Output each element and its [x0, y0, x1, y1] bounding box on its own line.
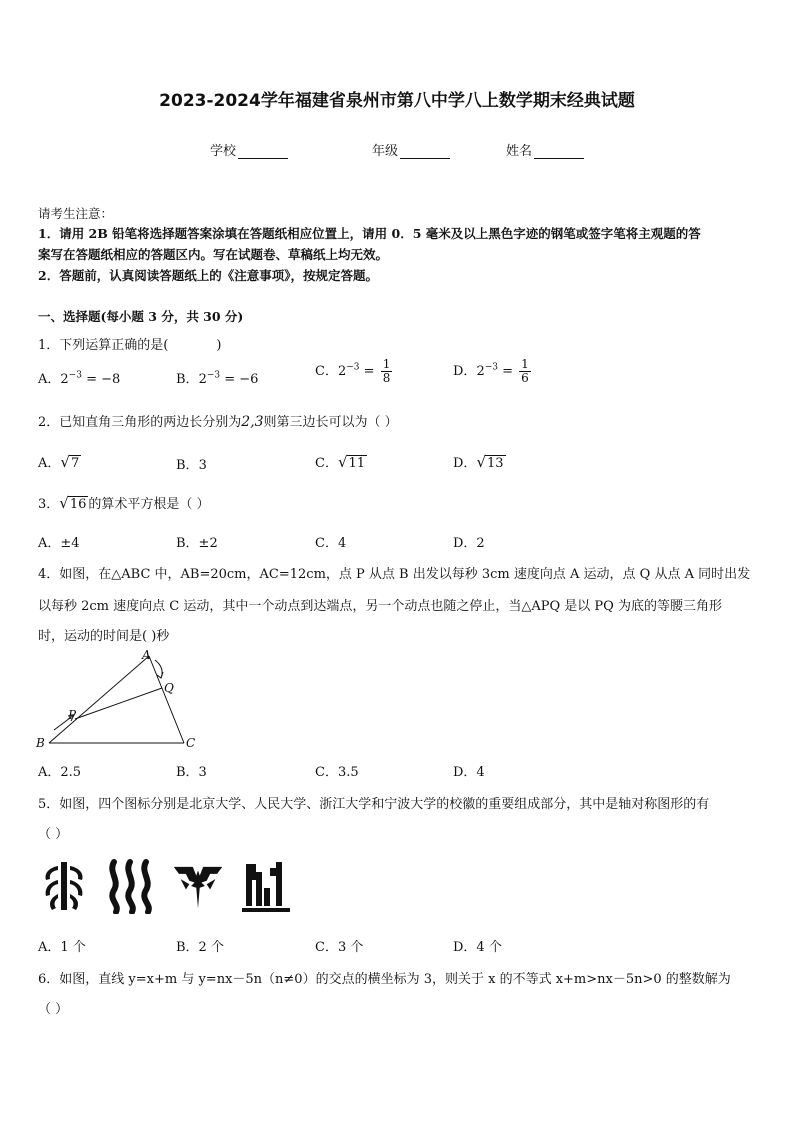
question-4-line-1: 4．如图，在△ABC 中，AB=20cm，AC=12cm，点 P 从点 B 出发以每秒 3cm 速度向点 A 运动，点 Q 从点 A 同时出发	[38, 567, 751, 582]
q1-option-a[interactable]: A．$2^{-3} = -8$	[38, 370, 121, 387]
q5-option-d[interactable]: D．4 个	[453, 940, 502, 955]
school-blank[interactable]	[238, 146, 288, 159]
q4-option-c[interactable]: C．3.5	[315, 765, 359, 780]
school-label: 学校	[210, 144, 237, 159]
side-ac	[149, 656, 184, 743]
grade-field	[372, 140, 450, 159]
label-b: B	[36, 736, 45, 750]
q1-d-fraction: $\frac{1}{6}$	[521, 357, 529, 385]
notice-line-1b: 案写在答题纸相应的答题区内。写在试题卷、草稿纸上均无效。	[38, 247, 389, 262]
segment-pq	[75, 688, 162, 719]
question-5-line-1: 5．如图，四个图标分别是北京大学、人民大学、浙江大学和宁波大学的校徽的重要组成部分，其中是轴对称图形的有	[38, 797, 710, 812]
q2-option-c[interactable]: C．√11	[315, 453, 366, 471]
question-2-stem: 2．已知直角三角形的两边长分别为2,3则第三边长可以为（ ）	[38, 414, 398, 430]
q4-option-a[interactable]: A．2.5	[38, 765, 82, 780]
q4-option-d[interactable]: D．4	[453, 765, 485, 780]
side-ab	[49, 656, 149, 743]
q4-option-b[interactable]: B．3	[176, 765, 207, 780]
q3-option-a[interactable]: A．±4	[38, 536, 80, 551]
q2-option-b[interactable]: B．3	[176, 458, 207, 473]
notice-line-2: 2．答题前，认真阅读答题纸上的《注意事项》，按规定答题。	[38, 268, 378, 283]
q3-option-b[interactable]: B．±2	[176, 536, 218, 551]
q1-c-fraction: $\frac{1}{8}$	[382, 357, 391, 385]
peking-university-emblem-icon	[38, 858, 90, 914]
notice-line-1: 1．请用 2B 铅笔将选择题答案涂填在答题纸相应位置上，请用 0．5 毫米及以上黑色字迹的钢笔或签字笔将主观题的答	[38, 226, 701, 241]
q1-option-b[interactable]: B．$2^{-3} = -6$	[176, 370, 259, 387]
page-title: 2023-2024学年福建省泉州市第八中学八上数学期末经典试题	[159, 91, 635, 111]
label-q: Q	[164, 681, 174, 695]
q2-option-a[interactable]: A．√7	[38, 453, 80, 471]
label-a: A	[142, 648, 151, 662]
label-p: P	[68, 708, 77, 722]
question-6-line-2: （ ）	[38, 1002, 69, 1017]
q3-option-c[interactable]: C．4	[315, 536, 347, 551]
question-6-line-1: 6．如图，直线 y=x+m 与 y=nx－5n（n≠0）的交点的横坐标为 3，则关于 x 的不等式 x+m>nx－5n>0 的整数解为	[38, 972, 731, 987]
triangle-diagram	[34, 646, 204, 754]
question-3-stem: 3．√16 的算术平方根是（ ）	[38, 494, 210, 512]
q5-option-b[interactable]: B．2 个	[176, 940, 224, 955]
q5-option-a[interactable]: A．1 个	[38, 940, 86, 955]
notice-heading: 请考生注意：	[38, 206, 114, 221]
q1-option-c[interactable]: C．$2^{-3}$ = $\frac{1}{8}$	[315, 357, 391, 385]
arrow-q	[155, 660, 162, 678]
section-heading: 一、选择题(每小题 3 分，共 30 分)	[38, 309, 244, 324]
zhejiang-university-emblem-icon	[172, 858, 224, 914]
label-c: C	[186, 736, 196, 750]
q5-option-c[interactable]: C．3 个	[315, 940, 364, 955]
name-blank[interactable]	[534, 146, 584, 159]
question-1-stem: 1．下列运算正确的是( )	[38, 338, 222, 353]
school-field	[210, 140, 288, 159]
q3-option-d[interactable]: D．2	[453, 536, 485, 551]
grade-label: 年级	[372, 144, 399, 159]
q1-option-d[interactable]: D．$2^{-3}$ = $\frac{1}{6}$	[453, 357, 529, 385]
name-field	[506, 140, 584, 159]
ningbo-university-emblem-icon	[240, 858, 292, 914]
question-4-line-2: 以每秒 2cm 速度向点 C 运动，其中一个动点到达端点，另一个动点也随之停止，当△APQ 是以 PQ 为底的等腰三角形	[38, 599, 722, 614]
q2-option-d[interactable]: D．√13	[453, 453, 504, 471]
name-label: 姓名	[506, 144, 533, 159]
renmin-university-emblem-icon	[104, 858, 156, 914]
grade-blank[interactable]	[400, 146, 450, 159]
question-5-line-2: （ ）	[38, 827, 69, 842]
question-4-line-3: 时，运动的时间是( )秒	[38, 629, 170, 644]
